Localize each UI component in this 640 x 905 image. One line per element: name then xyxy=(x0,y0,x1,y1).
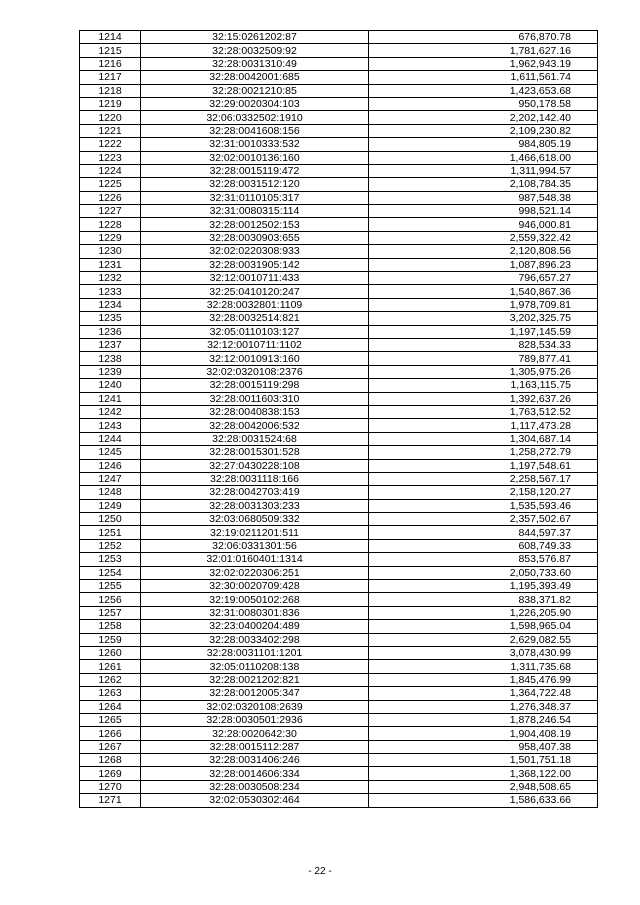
cadastral-number-cell: 32:28:0012005:347 xyxy=(141,687,369,700)
row-number-cell: 1239 xyxy=(80,365,141,378)
table-row xyxy=(80,352,598,365)
row-number-cell: 1250 xyxy=(80,513,141,526)
row-number-cell: 1241 xyxy=(80,392,141,405)
cadastral-number-cell: 32:28:0031512:120 xyxy=(141,178,369,191)
cadastral-number-cell: 32:06:0331301:56 xyxy=(141,539,369,552)
cadastral-value-cell: 1,311,994.57 xyxy=(369,164,598,177)
table-row xyxy=(80,31,598,44)
table-row xyxy=(80,151,598,164)
table-row xyxy=(80,44,598,57)
cadastral-value-cell: 1,163,115.75 xyxy=(369,379,598,392)
table-row xyxy=(80,646,598,659)
row-number-cell: 1268 xyxy=(80,754,141,767)
cadastral-number-cell: 32:28:0042703:419 xyxy=(141,486,369,499)
cadastral-value-cell: 2,202,142.40 xyxy=(369,111,598,124)
cadastral-value-cell: 3,078,430.99 xyxy=(369,646,598,659)
row-number-cell: 1215 xyxy=(80,44,141,57)
row-number-cell: 1234 xyxy=(80,298,141,311)
cadastral-value-cell: 838,371.82 xyxy=(369,593,598,606)
cadastral-value-cell: 1,392,637.26 xyxy=(369,392,598,405)
cadastral-number-cell: 32:19:0050102:268 xyxy=(141,593,369,606)
cadastral-number-cell: 32:23:0400204:489 xyxy=(141,620,369,633)
row-number-cell: 1249 xyxy=(80,499,141,512)
row-number-cell: 1217 xyxy=(80,71,141,84)
row-number-cell: 1230 xyxy=(80,245,141,258)
row-number-cell: 1243 xyxy=(80,419,141,432)
cadastral-number-cell: 32:28:0015112:287 xyxy=(141,740,369,753)
table-row xyxy=(80,700,598,713)
row-number-cell: 1253 xyxy=(80,553,141,566)
cadastral-number-cell: 32:28:0032801:1109 xyxy=(141,298,369,311)
cadastral-number-cell: 32:05:0110103:127 xyxy=(141,325,369,338)
cadastral-value-cell: 1,305,975.26 xyxy=(369,365,598,378)
cadastral-value-cell: 1,501,751.18 xyxy=(369,754,598,767)
cadastral-value-cell: 1,276,348.37 xyxy=(369,700,598,713)
table-row xyxy=(80,580,598,593)
table-row xyxy=(80,432,598,445)
table-row xyxy=(80,593,598,606)
cadastral-number-cell: 32:28:0042001:685 xyxy=(141,71,369,84)
row-number-cell: 1221 xyxy=(80,124,141,137)
row-number-cell: 1218 xyxy=(80,84,141,97)
row-number-cell: 1263 xyxy=(80,687,141,700)
cadastral-value-cell: 987,548.38 xyxy=(369,191,598,204)
cadastral-value-cell: 2,120,808.56 xyxy=(369,245,598,258)
cadastral-number-cell: 32:31:0110105:317 xyxy=(141,191,369,204)
table-row xyxy=(80,97,598,110)
row-number-cell: 1238 xyxy=(80,352,141,365)
row-number-cell: 1236 xyxy=(80,325,141,338)
row-number-cell: 1267 xyxy=(80,740,141,753)
cadastral-value-cell: 1,368,122.00 xyxy=(369,767,598,780)
table-row xyxy=(80,459,598,472)
row-number-cell: 1259 xyxy=(80,633,141,646)
row-number-cell: 1220 xyxy=(80,111,141,124)
row-number-cell: 1264 xyxy=(80,700,141,713)
cadastral-value-cell: 853,576.87 xyxy=(369,553,598,566)
row-number-cell: 1224 xyxy=(80,164,141,177)
cadastral-number-cell: 32:28:0033402:298 xyxy=(141,633,369,646)
cadastral-value-cell: 1,962,943.19 xyxy=(369,57,598,70)
cadastral-value-cell: 828,534.33 xyxy=(369,338,598,351)
table-row xyxy=(80,405,598,418)
cadastral-value-cell: 1,586,633.66 xyxy=(369,794,598,807)
row-number-cell: 1214 xyxy=(80,31,141,44)
row-number-cell: 1270 xyxy=(80,780,141,793)
cadastral-number-cell: 32:29:0020304:103 xyxy=(141,97,369,110)
table-row xyxy=(80,111,598,124)
table-row xyxy=(80,606,598,619)
cadastral-number-cell: 32:28:0015119:298 xyxy=(141,379,369,392)
cadastral-value-cell: 3,202,325.75 xyxy=(369,312,598,325)
cadastral-number-cell: 32:03:0680509:332 xyxy=(141,513,369,526)
table-row xyxy=(80,245,598,258)
cadastral-value-cell: 844,597.37 xyxy=(369,526,598,539)
row-number-cell: 1245 xyxy=(80,446,141,459)
table-row xyxy=(80,633,598,646)
cadastral-number-cell: 32:28:0032509:92 xyxy=(141,44,369,57)
cadastral-number-cell: 32:28:0032514:821 xyxy=(141,312,369,325)
cadastral-value-cell: 998,521.14 xyxy=(369,205,598,218)
cadastral-number-cell: 32:02:0010136:160 xyxy=(141,151,369,164)
cadastral-value-cell: 1,197,548.61 xyxy=(369,459,598,472)
cadastral-number-cell: 32:28:0031118:166 xyxy=(141,472,369,485)
row-number-cell: 1222 xyxy=(80,138,141,151)
table-row xyxy=(80,780,598,793)
table-row xyxy=(80,446,598,459)
cadastral-number-cell: 32:02:0320108:2639 xyxy=(141,700,369,713)
cadastral-value-cell: 1,311,735.68 xyxy=(369,660,598,673)
row-number-cell: 1231 xyxy=(80,258,141,271)
cadastral-value-cell: 1,540,867.36 xyxy=(369,285,598,298)
table-row xyxy=(80,71,598,84)
table-row xyxy=(80,539,598,552)
cadastral-number-cell: 32:05:0110208:138 xyxy=(141,660,369,673)
cadastral-value-cell: 1,878,246.54 xyxy=(369,713,598,726)
cadastral-value-cell: 796,657.27 xyxy=(369,272,598,285)
table-row xyxy=(80,486,598,499)
cadastral-number-cell: 32:31:0010333:532 xyxy=(141,138,369,151)
table-row xyxy=(80,472,598,485)
row-number-cell: 1244 xyxy=(80,432,141,445)
row-number-cell: 1232 xyxy=(80,272,141,285)
table-row xyxy=(80,727,598,740)
row-number-cell: 1271 xyxy=(80,794,141,807)
table-row xyxy=(80,794,598,807)
row-number-cell: 1242 xyxy=(80,405,141,418)
cadastral-value-cell: 2,948,508.65 xyxy=(369,780,598,793)
table-row xyxy=(80,338,598,351)
row-number-cell: 1229 xyxy=(80,231,141,244)
table-row xyxy=(80,513,598,526)
row-number-cell: 1258 xyxy=(80,620,141,633)
table-row xyxy=(80,767,598,780)
row-number-cell: 1235 xyxy=(80,312,141,325)
table-row xyxy=(80,392,598,405)
cadastral-number-cell: 32:25:0410120:247 xyxy=(141,285,369,298)
table-row xyxy=(80,365,598,378)
cadastral-number-cell: 32:28:0042006:532 xyxy=(141,419,369,432)
table-row xyxy=(80,178,598,191)
cadastral-value-cell: 1,598,965.04 xyxy=(369,620,598,633)
cadastral-number-cell: 32:31:0080301:836 xyxy=(141,606,369,619)
table-row xyxy=(80,566,598,579)
cadastral-value-cell: 2,258,567.17 xyxy=(369,472,598,485)
cadastral-value-cell: 2,109,230.82 xyxy=(369,124,598,137)
cadastral-number-cell: 32:06:0332502:1910 xyxy=(141,111,369,124)
row-number-cell: 1266 xyxy=(80,727,141,740)
row-number-cell: 1269 xyxy=(80,767,141,780)
table-row xyxy=(80,191,598,204)
cadastral-value-cell: 1,195,393.49 xyxy=(369,580,598,593)
row-number-cell: 1227 xyxy=(80,205,141,218)
cadastral-number-cell: 32:28:0011603:310 xyxy=(141,392,369,405)
cadastral-number-cell: 32:28:0031406:246 xyxy=(141,754,369,767)
cadastral-value-cell: 950,178.58 xyxy=(369,97,598,110)
cadastral-number-cell: 32:01:0160401:1314 xyxy=(141,553,369,566)
table-row xyxy=(80,272,598,285)
cadastral-number-cell: 32:12:0010711:433 xyxy=(141,272,369,285)
table-row xyxy=(80,285,598,298)
cadastral-number-cell: 32:28:0030508:234 xyxy=(141,780,369,793)
cadastral-number-cell: 32:02:0220308:933 xyxy=(141,245,369,258)
cadastral-value-cell: 1,117,473.28 xyxy=(369,419,598,432)
table-row xyxy=(80,526,598,539)
row-number-cell: 1260 xyxy=(80,646,141,659)
cadastral-value-cell: 2,629,082.55 xyxy=(369,633,598,646)
table-row xyxy=(80,325,598,338)
cadastral-value-cell: 946,000.81 xyxy=(369,218,598,231)
cadastral-value-cell: 1,845,476.99 xyxy=(369,673,598,686)
cadastral-value-cell: 1,466,618.00 xyxy=(369,151,598,164)
cadastral-value-cell: 1,226,205.90 xyxy=(369,606,598,619)
table-row xyxy=(80,218,598,231)
cadastral-number-cell: 32:15:0261202:87 xyxy=(141,31,369,44)
cadastral-number-cell: 32:02:0220306:251 xyxy=(141,566,369,579)
table-row xyxy=(80,419,598,432)
row-number-cell: 1262 xyxy=(80,673,141,686)
page-number: - 22 - xyxy=(308,866,332,877)
table-row xyxy=(80,620,598,633)
cadastral-number-cell: 32:28:0021202:821 xyxy=(141,673,369,686)
cadastral-value-table xyxy=(79,30,598,808)
table-row xyxy=(80,84,598,97)
cadastral-value-cell: 2,559,322.42 xyxy=(369,231,598,244)
cadastral-value-cell: 1,611,561.74 xyxy=(369,71,598,84)
row-number-cell: 1226 xyxy=(80,191,141,204)
row-number-cell: 1254 xyxy=(80,566,141,579)
table-row xyxy=(80,124,598,137)
table-row xyxy=(80,312,598,325)
cadastral-number-cell: 32:31:0080315:114 xyxy=(141,205,369,218)
row-number-cell: 1255 xyxy=(80,580,141,593)
cadastral-value-cell: 2,108,784.35 xyxy=(369,178,598,191)
cadastral-number-cell: 32:30:0020709:428 xyxy=(141,580,369,593)
table-row xyxy=(80,713,598,726)
row-number-cell: 1225 xyxy=(80,178,141,191)
cadastral-number-cell: 32:28:0020642:30 xyxy=(141,727,369,740)
row-number-cell: 1265 xyxy=(80,713,141,726)
cadastral-number-cell: 32:28:0012502:153 xyxy=(141,218,369,231)
row-number-cell: 1246 xyxy=(80,459,141,472)
cadastral-number-cell: 32:02:0530302:464 xyxy=(141,794,369,807)
row-number-cell: 1251 xyxy=(80,526,141,539)
cadastral-value-cell: 1,364,722.48 xyxy=(369,687,598,700)
cadastral-number-cell: 32:28:0030501:2936 xyxy=(141,713,369,726)
row-number-cell: 1248 xyxy=(80,486,141,499)
table-row xyxy=(80,673,598,686)
cadastral-number-cell: 32:28:0015301:528 xyxy=(141,446,369,459)
cadastral-value-cell: 2,050,733.60 xyxy=(369,566,598,579)
table-row xyxy=(80,164,598,177)
cadastral-value-cell: 984,805.19 xyxy=(369,138,598,151)
table-row xyxy=(80,687,598,700)
row-number-cell: 1261 xyxy=(80,660,141,673)
cadastral-value-cell: 676,870.78 xyxy=(369,31,598,44)
cadastral-number-cell: 32:28:0031101:1201 xyxy=(141,646,369,659)
table-row xyxy=(80,138,598,151)
cadastral-number-cell: 32:28:0015119:472 xyxy=(141,164,369,177)
cadastral-value-cell: 1,781,627.16 xyxy=(369,44,598,57)
cadastral-value-cell: 1,087,896.23 xyxy=(369,258,598,271)
cadastral-number-cell: 32:28:0031310:49 xyxy=(141,57,369,70)
cadastral-number-cell: 32:28:0014606:334 xyxy=(141,767,369,780)
cadastral-number-cell: 32:28:0030903:655 xyxy=(141,231,369,244)
row-number-cell: 1228 xyxy=(80,218,141,231)
cadastral-number-cell: 32:28:0031524:68 xyxy=(141,432,369,445)
cadastral-value-cell: 958,407.38 xyxy=(369,740,598,753)
table-row xyxy=(80,231,598,244)
table-row xyxy=(80,660,598,673)
table-row xyxy=(80,298,598,311)
cadastral-number-cell: 32:12:0010913:160 xyxy=(141,352,369,365)
row-number-cell: 1223 xyxy=(80,151,141,164)
cadastral-value-cell: 1,304,687.14 xyxy=(369,432,598,445)
cadastral-value-cell: 1,904,408.19 xyxy=(369,727,598,740)
row-number-cell: 1233 xyxy=(80,285,141,298)
table-row xyxy=(80,379,598,392)
table-row xyxy=(80,740,598,753)
table-body xyxy=(80,31,598,808)
row-number-cell: 1216 xyxy=(80,57,141,70)
table-row xyxy=(80,258,598,271)
cadastral-value-cell: 789,877.41 xyxy=(369,352,598,365)
cadastral-number-cell: 32:28:0031905:142 xyxy=(141,258,369,271)
cadastral-number-cell: 32:28:0021210:85 xyxy=(141,84,369,97)
row-number-cell: 1256 xyxy=(80,593,141,606)
cadastral-number-cell: 32:28:0040838:153 xyxy=(141,405,369,418)
cadastral-number-cell: 32:28:0031303:233 xyxy=(141,499,369,512)
row-number-cell: 1240 xyxy=(80,379,141,392)
cadastral-value-cell: 1,978,709.81 xyxy=(369,298,598,311)
table-row xyxy=(80,57,598,70)
table-row xyxy=(80,499,598,512)
cadastral-value-cell: 2,158,120.27 xyxy=(369,486,598,499)
row-number-cell: 1252 xyxy=(80,539,141,552)
cadastral-value-cell: 1,535,593.46 xyxy=(369,499,598,512)
cadastral-value-cell: 1,258,272.79 xyxy=(369,446,598,459)
table-row xyxy=(80,553,598,566)
cadastral-value-cell: 2,357,502.67 xyxy=(369,513,598,526)
cadastral-number-cell: 32:02:0320108:2376 xyxy=(141,365,369,378)
cadastral-value-cell: 1,423,653.68 xyxy=(369,84,598,97)
row-number-cell: 1219 xyxy=(80,97,141,110)
cadastral-number-cell: 32:28:0041608:156 xyxy=(141,124,369,137)
cadastral-value-cell: 608,749.33 xyxy=(369,539,598,552)
row-number-cell: 1247 xyxy=(80,472,141,485)
cadastral-value-cell: 1,197,145.59 xyxy=(369,325,598,338)
cadastral-number-cell: 32:12:0010711:1102 xyxy=(141,338,369,351)
row-number-cell: 1237 xyxy=(80,338,141,351)
cadastral-number-cell: 32:27:0430228:108 xyxy=(141,459,369,472)
cadastral-number-cell: 32:19:0211201:511 xyxy=(141,526,369,539)
cadastral-value-cell: 1,763,512.52 xyxy=(369,405,598,418)
table-row xyxy=(80,754,598,767)
table-row xyxy=(80,205,598,218)
row-number-cell: 1257 xyxy=(80,606,141,619)
